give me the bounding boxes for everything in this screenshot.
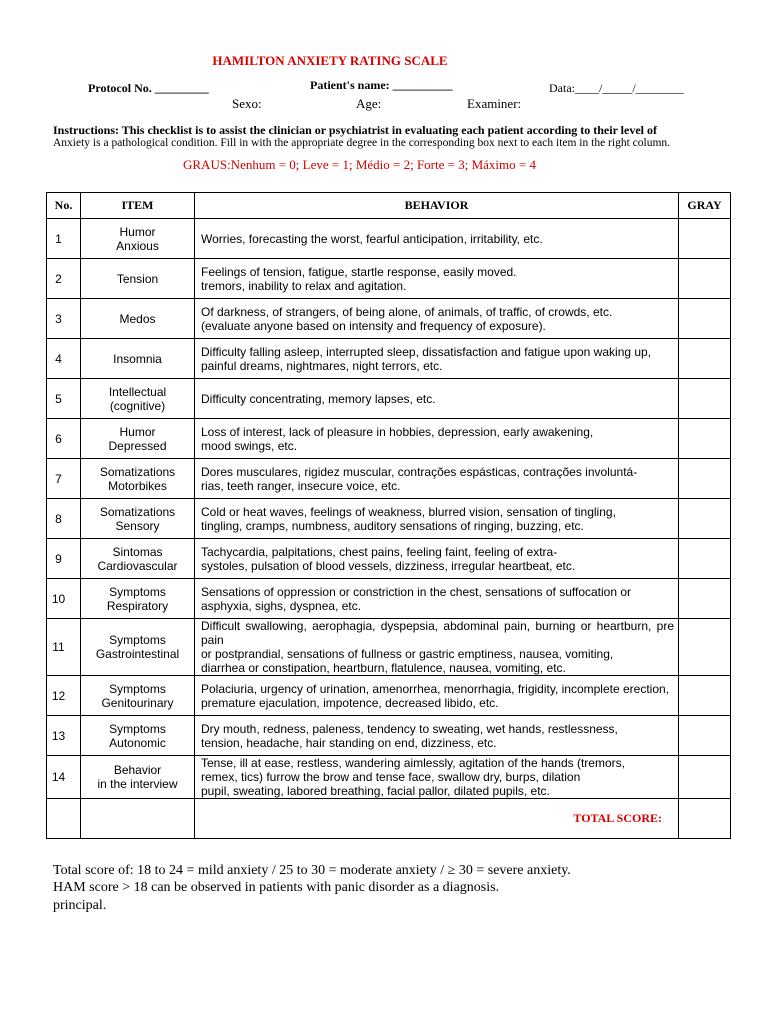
total-empty-no [47,799,81,839]
rating-table [46,192,731,839]
table-row [47,579,731,619]
item-name [81,579,195,619]
table-row [47,539,731,579]
item-name-line: Sintomas [112,544,163,559]
item-name-line: Anxious [116,238,159,253]
protocol-field: Protocol No. _________ [88,81,209,95]
item-name-line: Humor [119,224,156,239]
behavior-line: tremors, inability to relax and agitation. [201,278,407,293]
item-name-line: Cardiovascular [97,558,178,573]
item-number: 2 [47,259,81,299]
behavior-line: pupil, sweating, labored breathing, facial pallor, dilated pupils, etc. [201,784,550,798]
item-number: 9 [47,539,81,579]
behavior-description [195,619,679,676]
behavior-line: diarrhea or constipation, heartburn, flatulence, nausea, vomiting, etc. [201,661,566,675]
behavior-line: or postprandial, sensations of fullness or gastric emptiness, nausea, vomiting, [201,647,614,661]
grade-input-cell[interactable] [679,419,731,459]
total-row [47,799,731,839]
item-number: 8 [47,499,81,539]
header-gray: GRAY [679,193,731,219]
page-title: HAMILTON ANXIETY RATING SCALE [212,53,448,68]
item-name [81,676,195,716]
grade-input-cell[interactable] [679,299,731,339]
total-empty-item [81,799,195,839]
item-name-line: Medos [119,311,156,326]
table-row [47,716,731,756]
footer-line-3: principal. [53,898,107,913]
item-number: 3 [47,299,81,339]
item-name-line: Humor [119,424,156,439]
item-name-line: Symptoms [109,681,166,696]
footer-line-1: Total score of: 18 to 24 = mild anxiety / 25 to 30 = moderate anxiety / ≥ 30 = severe anxiety. [53,863,571,878]
sex-field: Sexo: [232,96,262,111]
item-name-line: Sensory [115,518,160,533]
behavior-line: Worries, forecasting the worst, fearful anticipation, irritability, etc. [201,231,543,246]
item-name [81,259,195,299]
item-name-line: Autonomic [109,735,166,750]
item-name-line: in the interview [97,777,178,791]
behavior-description [195,419,679,459]
item-name-line: Behavior [113,763,162,777]
table-row [47,379,731,419]
table-row [47,259,731,299]
grade-input-cell[interactable] [679,619,731,676]
behavior-line: Feelings of tension, fatigue, startle response, easily moved. [201,264,517,279]
behavior-line: Tachycardia, palpitations, chest pains, feeling faint, feeling of extra- [201,544,558,559]
behavior-line: asphyxia, sighs, dyspnea, etc. [201,598,362,613]
header-item: ITEM [81,193,195,219]
item-name-line: Somatizations [99,504,176,519]
table-row [47,499,731,539]
behavior-description [195,676,679,716]
behavior-line: Dry mouth, redness, paleness, tendency to sweating, wet hands, restlessness, [201,721,618,736]
item-number: 5 [47,379,81,419]
item-name-line: Symptoms [109,721,166,736]
item-name-line: Somatizations [99,464,176,479]
table-row [47,299,731,339]
age-field: Age: [356,96,382,111]
total-score-label: TOTAL SCORE: [195,799,679,839]
total-score-cell[interactable] [679,799,731,839]
grade-input-cell[interactable] [679,579,731,619]
table-header-row [47,193,731,219]
item-name-line: Intellectual [108,384,167,399]
grade-input-cell[interactable] [679,459,731,499]
item-number: 11 [47,619,81,676]
item-number: 10 [47,579,81,619]
item-name [81,339,195,379]
patient-name-field: Patient's name: __________ [310,78,453,92]
behavior-description [195,299,679,339]
behavior-line: painful dreams, nightmares, night terrors, etc. [201,358,443,373]
behavior-line: tension, headache, hair standing on end, dizziness, etc. [201,735,497,750]
table-row [47,419,731,459]
item-name-line: Insomnia [113,351,162,366]
item-name [81,619,195,676]
behavior-line: Tense, ill at ease, restless, wandering aimlessly, agitation of the hands (tremors, [201,756,625,770]
grade-input-cell[interactable] [679,756,731,799]
behavior-line: Difficulty falling asleep, interrupted sleep, dissatisfaction and fatigue upon waking up, [201,344,652,359]
grade-input-cell[interactable] [679,339,731,379]
grade-input-cell[interactable] [679,676,731,716]
behavior-description [195,756,679,799]
table-row [47,459,731,499]
behavior-line: remex, tics) furrow the brow and tense face, swallow dry, burps, dilation [201,770,581,784]
behavior-line: Cold or heat waves, feelings of weakness, blurred vision, sensation of tingling, [201,504,616,519]
item-name [81,299,195,339]
grade-input-cell[interactable] [679,539,731,579]
behavior-line: systoles, pulsation of blood vessels, dizziness, irregular heartbeat, etc. [201,558,576,573]
behavior-description [195,339,679,379]
item-number: 4 [47,339,81,379]
behavior-description [195,379,679,419]
behavior-line: Dores musculares, rigidez muscular, contrações espásticas, contrações involuntá- [201,464,638,479]
item-name-line: Tension [116,271,159,286]
behavior-line: tingling, cramps, numbness, auditory sensations of ringing, buzzing, etc. [201,518,584,533]
behavior-line: (evaluate anyone based on intensity and frequency of exposure). [201,318,546,333]
behavior-description [195,579,679,619]
item-name-line: Symptoms [109,584,166,599]
grade-input-cell[interactable] [679,499,731,539]
behavior-line: Sensations of oppression or constriction in the chest, sensations of suffocation or [201,584,632,599]
behavior-line: rias, teeth ranger, insecure voice, etc. [201,478,401,493]
item-number: 14 [47,756,81,799]
behavior-description [195,499,679,539]
item-name [81,219,195,259]
instructions-line-1: Instructions: This checklist is to assist the clinician or psychiatrist in evaluating each patient according to their level of [53,123,657,137]
grade-input-cell[interactable] [679,379,731,419]
item-name [81,459,195,499]
table-row [47,339,731,379]
item-name-line: Respiratory [106,598,169,613]
behavior-line: Difficult swallowing, aerophagia, dyspepsia, abdominal pain, burning or heartburn, pre pain [201,619,674,647]
table-row [47,219,731,259]
table-row [47,676,731,716]
item-name-line: Depressed [108,438,167,453]
item-name [81,379,195,419]
examiner-field: Examiner: [467,96,522,111]
item-number: 6 [47,419,81,459]
item-name [81,716,195,756]
behavior-description [195,259,679,299]
behavior-line: mood swings, etc. [201,438,298,453]
item-name [81,419,195,459]
behavior-line: Of darkness, of strangers, of being alone, of animals, of traffic, of crowds, etc. [201,304,613,319]
item-name-line: Motorbikes [108,478,167,493]
item-number: 12 [47,676,81,716]
header-behavior: BEHAVIOR [195,193,679,219]
grade-input-cell[interactable] [679,259,731,299]
item-name-line: Symptoms [109,633,166,647]
table-row [47,619,731,676]
behavior-description [195,716,679,756]
item-number: 1 [47,219,81,259]
behavior-line: Polaciuria, urgency of urination, amenorrhea, menorrhagia, frigidity, incomplete erection, [201,681,670,696]
behavior-line: premature ejaculation, impotence, decreased libido, etc. [201,695,499,710]
table-row [47,756,731,799]
behavior-description [195,459,679,499]
item-name [81,756,195,799]
behavior-line: Loss of interest, lack of pleasure in hobbies, depression, early awakening, [201,424,594,439]
item-name [81,539,195,579]
footer-line-2: HAM score > 18 can be observed in patients with panic disorder as a diagnosis. [53,880,500,895]
grades-legend: GRAUS:Nenhum = 0; Leve = 1; Médio = 2; Forte = 3; Máximo = 4 [183,157,536,172]
item-number: 7 [47,459,81,499]
item-name-line: (cognitive) [109,398,166,413]
instructions-line-2: Anxiety is a pathological condition. Fill in with the appropriate degree in the corresponding box next to each item in the right column. [53,137,671,149]
item-name-line: Genitourinary [101,695,174,710]
behavior-description [195,219,679,259]
behavior-line: Difficulty concentrating, memory lapses, etc. [201,391,436,406]
grade-input-cell[interactable] [679,219,731,259]
grade-input-cell[interactable] [679,716,731,756]
item-number: 13 [47,716,81,756]
header-no: No. [47,193,81,219]
behavior-description [195,539,679,579]
item-name [81,499,195,539]
date-field: Data:____/_____/________ [549,81,684,95]
item-name-line: Gastrointestinal [95,647,180,661]
